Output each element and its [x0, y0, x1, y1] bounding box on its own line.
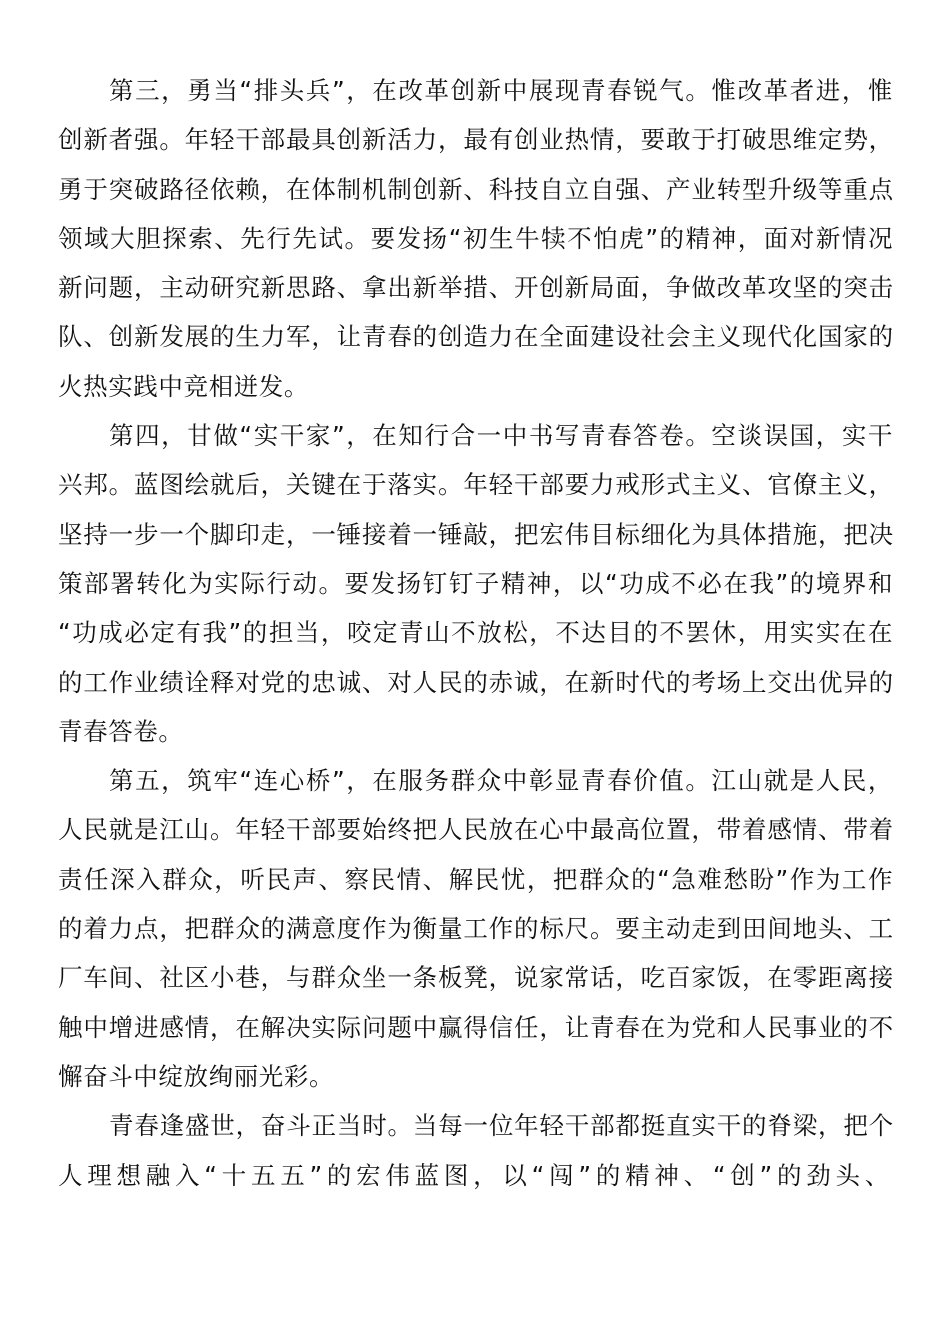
text-line: 厂车间、社区小巷，与群众坐一条板凳，说家常话，吃百家饭，在零距离接: [58, 963, 894, 993]
text-line: “功成必定有我”的担当，咬定青山不放松，不达目的不罢休，用实实在在: [58, 618, 894, 648]
text-line: 青春答卷。: [58, 716, 184, 746]
text-line: 新问题，主动研究新思路、拿出新举措、开创新局面，争做改革攻坚的突击: [58, 273, 894, 303]
text-line: 第四，甘做“实干家”，在知行合一中书写青春答卷。空谈误国，实干: [109, 421, 894, 451]
text-line: 的工作业绩诠释对党的忠诚、对人民的赤诚，在新时代的考场上交出优异的: [58, 667, 894, 697]
text-line: 的着力点，把群众的满意度作为衡量工作的标尺。要主动走到田间地头、工: [58, 914, 894, 944]
text-line: 第五，筑牢“连心桥”，在服务群众中彰显青春价值。江山就是人民，: [109, 766, 894, 796]
paragraph-fifth: [58, 756, 894, 1101]
paragraph-conclusion: [58, 1101, 894, 1200]
text-line: 青春逢盛世，奋斗正当时。当每一位年轻干部都挺直实干的脊梁，把个: [109, 1111, 894, 1141]
text-line: 懈奋斗中绽放绚丽光彩。: [58, 1061, 335, 1091]
text-line: 责任深入群众，听民声、察民情、解民忧，把群众的“急难愁盼”作为工作: [58, 864, 894, 894]
text-line: 触中增进感情，在解决实际问题中赢得信任，让青春在为党和人民事业的不: [58, 1012, 894, 1042]
text-line: 火热实践中竞相迸发。: [58, 371, 309, 401]
text-line: 坚持一步一个脚印走，一锤接着一锤敲，把宏伟目标细化为具体措施，把决: [58, 519, 894, 549]
text-line: 第三，勇当“排头兵”，在改革创新中展现青春锐气。惟改革者进，惟: [109, 76, 894, 105]
text-line: 创新者强。年轻干部最具创新活力，最有创业热情，要敢于打破思维定势，: [58, 125, 894, 155]
text-line: 队、创新发展的生力军，让青春的创造力在全面建设社会主义现代化国家的: [58, 322, 894, 352]
text-line: 人民就是江山。年轻干部要始终把人民放在心中最高位置，带着感情、带着: [58, 815, 894, 845]
text-line: 策部署转化为实际行动。要发扬钉钉子精神，以“功成不必在我”的境界和: [58, 568, 894, 598]
text-line: 勇于突破路径依赖，在体制机制创新、科技自立自强、产业转型升级等重点: [58, 174, 894, 204]
text-line: 领域大胆探索、先行先试。要发扬“初生牛犊不怕虎”的精神，面对新情况: [58, 223, 894, 253]
text-line: 兴邦。蓝图绘就后，关键在于落实。年轻干部要力戒形式主义、官僚主义，: [58, 470, 894, 500]
text-line: 人理想融入“十五五”的宏伟蓝图，以“闯”的精神、“创”的劲头、: [58, 1160, 894, 1190]
paragraph-third: [58, 66, 894, 411]
document-page: [58, 66, 894, 1200]
paragraph-fourth: [58, 411, 894, 756]
